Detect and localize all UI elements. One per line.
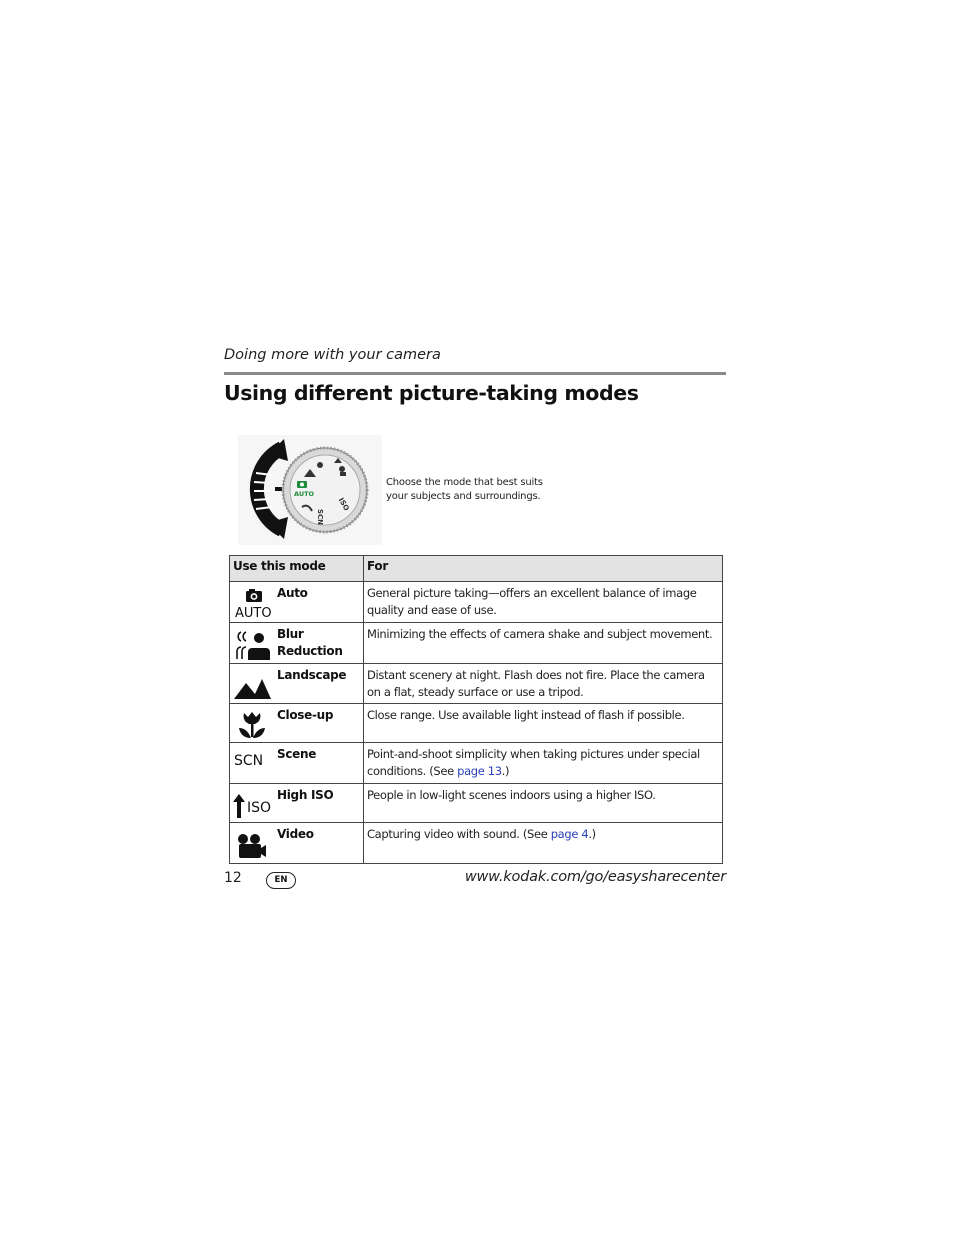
auto-icon-label: AUTO [235, 606, 272, 620]
page-title: Using different picture-taking modes [224, 381, 639, 405]
page-4-link[interactable]: page 4 [550, 827, 589, 841]
table-row [230, 743, 723, 784]
description-text: Capturing video with sound. (See [367, 827, 551, 841]
mode-dial-illustration [238, 435, 382, 545]
page-number: 12 [224, 870, 242, 886]
description-text: Point-and-shoot simplicity when taking pictures under special conditions. (See [367, 747, 700, 778]
blur-reduction-icon [233, 627, 273, 661]
description-text: .) [588, 827, 596, 841]
mode-cell [230, 784, 364, 823]
mode-cell [230, 743, 364, 784]
mode-name: Close-up [277, 708, 334, 722]
column-header-for: For [364, 556, 723, 582]
mode-name: Blur Reduction [277, 627, 343, 658]
scene-icon [233, 747, 273, 781]
table-row [230, 823, 723, 864]
mode-description-text: General picture taking—offers an excellent balance of image quality and ease of use. [367, 586, 697, 617]
mode-name: Landscape [277, 668, 347, 682]
table-row [230, 664, 723, 704]
table-row [230, 582, 723, 623]
page-13-link[interactable]: page 13 [457, 764, 502, 778]
column-header-mode: Use this mode [230, 556, 364, 582]
mode-description-text [364, 743, 722, 782]
landscape-mountain-icon [233, 668, 273, 702]
dial-caption: Choose the mode that best suits your subjects and surroundings. [386, 477, 543, 502]
section-header: Doing more with your camera [224, 347, 441, 363]
high-iso-arrow-icon [233, 788, 273, 822]
mode-description-text: Close range. Use available light instead of flash if possible. [367, 708, 685, 722]
mode-cell [230, 582, 364, 623]
mode-cell [230, 664, 364, 704]
header-rule [224, 372, 726, 375]
close-up-flower-icon [233, 708, 273, 742]
table-row [230, 784, 723, 823]
dial-scn-label: SCN [316, 509, 324, 526]
mode-cell [230, 623, 364, 664]
mode-description-text [364, 823, 722, 845]
table-row [230, 704, 723, 743]
mode-description [364, 582, 723, 623]
description-text: .) [501, 764, 510, 778]
mode-description [364, 623, 723, 664]
footer-url[interactable]: www.kodak.com/go/easysharecenter [464, 869, 726, 885]
table-row [230, 623, 723, 664]
mode-dial-icon [238, 435, 382, 545]
language-badge: EN [266, 872, 296, 889]
mode-description-text: Distant scenery at night. Flash does not fire. Place the camera on a flat, steady surface or use a tripod. [367, 668, 705, 699]
mode-name: Auto [277, 586, 308, 600]
dial-auto-label: AUTO [294, 490, 315, 498]
modes-table [229, 555, 723, 864]
mode-description [364, 743, 723, 784]
mode-description [364, 823, 723, 864]
video-camera-icon [233, 827, 273, 861]
mode-description-text: People in low-light scenes indoors using a higher ISO. [367, 788, 656, 802]
mode-name: Video [277, 827, 314, 841]
mode-description [364, 664, 723, 704]
mode-name: Scene [277, 747, 317, 761]
iso-icon-label: ISO [247, 800, 272, 816]
mode-description [364, 704, 723, 743]
mode-cell [230, 704, 364, 743]
mode-name: High ISO [277, 788, 334, 802]
mode-cell [230, 823, 364, 864]
table-header-row [230, 556, 723, 582]
mode-description-text: Minimizing the effects of camera shake and subject movement. [367, 627, 713, 641]
mode-description [364, 784, 723, 823]
dial-iso-label: ISO [336, 496, 351, 513]
scene-icon-label: SCN [234, 753, 264, 769]
camera-auto-icon [233, 586, 273, 620]
